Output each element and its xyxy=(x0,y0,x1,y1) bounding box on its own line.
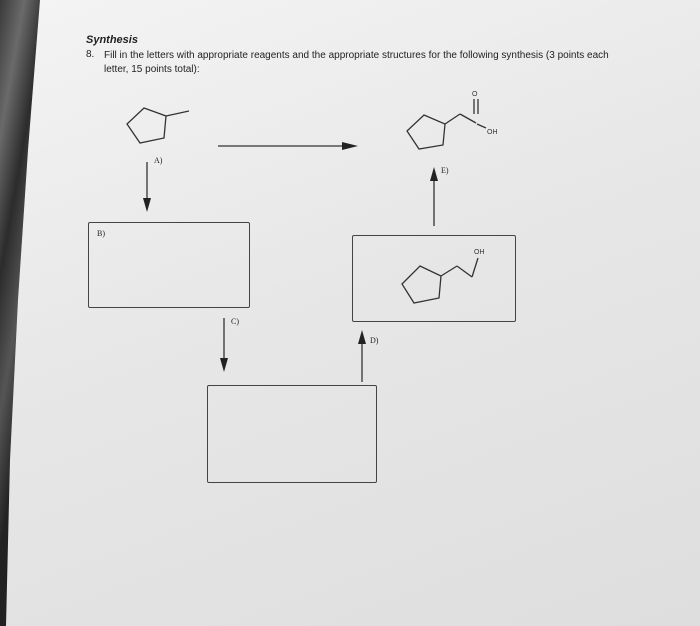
alcohol-oh-label: OH xyxy=(474,249,485,256)
methylcyclopentane-structure xyxy=(127,108,189,143)
label-e: E) xyxy=(441,166,449,175)
label-c: C) xyxy=(231,317,239,326)
carbonyl-oxygen-label: O xyxy=(472,91,478,98)
overall-reaction-arrow xyxy=(218,142,358,150)
question-number: 8. xyxy=(86,49,95,60)
cyclopentylacetic-acid-structure xyxy=(407,99,486,149)
arrow-e xyxy=(430,167,438,226)
arrow-a xyxy=(143,162,151,212)
question-instructions: Fill in the letters with appropriate reagents and the appropriate structures for the following synthesis (3 points each letter, 15 points total): xyxy=(104,50,609,75)
arrow-c xyxy=(220,318,228,372)
alcohol-structure-box xyxy=(352,235,516,322)
acid-oh-label: OH xyxy=(487,129,498,136)
section-title: Synthesis xyxy=(86,34,138,46)
answer-box-c[interactable] xyxy=(207,385,377,483)
label-d: D) xyxy=(370,336,379,345)
arrow-d xyxy=(358,330,366,382)
label-a: A) xyxy=(154,156,163,165)
answer-box-b[interactable] xyxy=(88,222,250,308)
label-b: B) xyxy=(97,229,105,238)
